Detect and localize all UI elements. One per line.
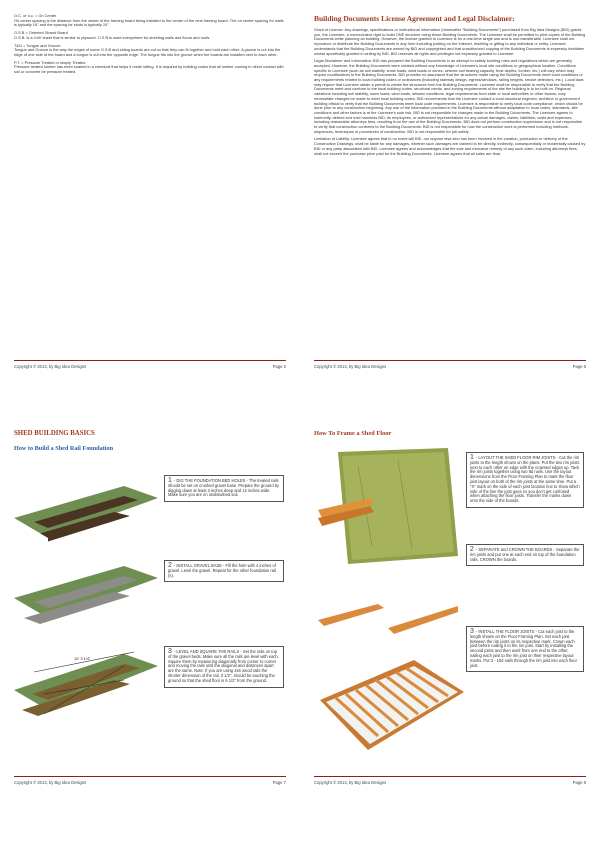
- footer-copyright: Copyright © 2013, by Big Idea Designs: [314, 364, 387, 369]
- rim-joist-illustration: [318, 446, 460, 566]
- glossary-paragraph: O.C. or o.c. = On Center On center spacing is the distance from the center of the framing board being installed to the center of the next framing board. The on center spacing for walls is typically 16" and the spacing for studs is typically 24": [14, 13, 284, 28]
- legal-paragraph: Limitation of Liability: Licensee agrees that in no event will BID, nor anyone else who has been involved in the creation, production or delivery of the Construction Drawings, shall be liable for any damages, whether such damages are claimed to be directly, indirectly, consequentially or incidentally caused by BID or any party associated with BID. Licensee agrees and acknowledges that the sole and exclusive remedy of any such claim, including attorneys fees, shall not exceed the purchase price paid for the Building Documents. Licensee agrees that all sales are final.: [314, 136, 586, 156]
- legal-paragraph: Grant of License: Any drawings, specifications or instructional information (hereinafter "Building Documents") purchased from Big Idea Designs (BID) grants you, the Licensee, a nonexclusive right to build ONE structure using these Building Documents. The Licensee shall be permitted to print copies of the Building Documents while planning an building. However, the license granted to Licensee is for a one-time single use and is non-transferable. Licensee shall not reproduce or distribute the Building Documents in any form including posting on the Internet, reselling or gifting to any individual or entity. Licensee understands that the Building Documents are owned by BID and copyrighted and that unauthorized copying of the Building Documents is expressly forbidden unless specifically granted in writing by BID. BID reserves all rights and privileges not expressly granted to Licensee.: [314, 27, 586, 56]
- step-2-text: - SEPARATE and CROWN THE BOARDS - Separate the rim joists and put one at each end on top of the foundation rails. CROWN the boards.: [470, 547, 580, 562]
- step-1-illustration: [14, 478, 158, 550]
- page-2: [14, 14, 286, 369]
- page-6: [314, 14, 586, 369]
- page-subtitle: How to Build a Shed Rail Foundation: [14, 445, 114, 452]
- dimension-label: 10' 3 1/4": [74, 656, 91, 661]
- glossary-paragraph: P.T. = Pressure Treated or simply Treated Pressure treated lumber has been soaked in a chemical that helps it resist rotting. It is required by building codes that all lumber coming in direct contact with soil or concrete be pressure treated.: [14, 59, 284, 75]
- step-2-illustration: [14, 558, 158, 630]
- page-footer: [14, 776, 286, 785]
- page-footer: [314, 360, 586, 369]
- separate-boards-illustration: [318, 570, 460, 650]
- step-3-callout: 3 - LEVEL AND SQUARE THE RAILS - Set the rails on top of the gravel beds. Make sure all the rails are level with each. Square them by measuring diagonally from corner to corner and moving the rails until the diagonal and distances apart are the same. Note: If you are using 4x6 wood rails the shorter dimension of the rail, 3 1/2", should be touching the ground so that the shed floor is 5 1/2" from the ground.: [164, 646, 284, 688]
- page-7: [14, 430, 286, 785]
- legal-paragraph: Legal Disclaimer and Information: BID has prepared the Building Documents in an attempt to satisfy building rules and regulations which are generally accepted. However, the Building Documents were created without any knowledge of Licensee's local site conditions or geographical location. Conditions specific to Licensee (such as soil stability, snow loads, wind loads or zones, seismic soil bearing capacity, frost depths, lumber, etc.) will vary which may require modifications to the Building Documents. BID provides no assurance that the structures made using the Building Documents meet local conditions or any requirements related to local building codes or ordinances (including stairway design, egress/windows, railing heights, smoke detectors, etc.). Local laws may require that Licensee obtain a permit to create the structures from the Building Documents. Licensee shall be responsible to verify that the Building Documents meet and conform to the local building codes, structural needs, and zoning requirements of the site the building is to be built on. Regional variations including soil stability, snow loads, wind loads, seismic conditions, legal requirements from state or local authorities or other factors, may necessitate changes be made to meet local building codes. BID recommends that the Licensee contact a local structural engineer, architect or government building official to verify that the Building Documents meet local code requirements. Licensee is responsible to verify local code compliance, which should be done prior to any construction beginning. Any use of the information provided in the Building Documents without adaptation to local codes, standards, site conditions and other factors is at the Licensee's sole risk. BID is not responsible for changes made to the Building Documents. The Licensee agrees to indemnify, defend and hold harmless BID, its employees, or authorized representatives for any actual damages, claims, liabilities, costs and expenses, including reasonable attorneys fees, resulting from the use of the Building Documents. BID does not perform construction supervision and is not responsible to verify that construction conforms to the Building Documents. BID is not responsible for how the construction work is performed including methods, sequences, techniques or procedures of construction. BID is not responsible for job safety.: [314, 58, 584, 134]
- footer-copyright: Copyright © 2013, by Big Idea Designs: [14, 364, 87, 369]
- footer-page-number: Page 8: [572, 780, 586, 785]
- page-title: How To Frame a Shed Floor: [314, 430, 392, 437]
- step-1-callout: 1 - DIG THE FOUNDATION BED HOLES - The treated rails should be set on crushed gravel base. Prepare the ground by digging down at least 3 inches deep and 12 inches wide. Make sure you are on undisturbed soil.: [164, 475, 284, 502]
- step-3-illustration: [14, 644, 158, 724]
- footer-copyright: Copyright © 2013, by Big Idea Designs: [314, 780, 387, 785]
- page-8: [314, 430, 586, 785]
- step-1-callout: 1 - LAYOUT THE SHED FLOOR RIM JOISTS - Cut the rim joists to the length shown on the plans. Put the two rim joists next to each other on edge with the crowned edges up. Tack the rim joists together using two 8d nails. Use the layout dimensions from the Floor Framing Plan to mark the floor joist layout on both of the rim joists at the same time. Put a "X" mark on the side of each joist location line to show which side of the line the joist goes so you don't get confused when attaching the floor joists. Transfer the marks down onto the side of the boards.: [466, 452, 584, 508]
- page-footer: [14, 360, 286, 369]
- step-1-text: - DIG THE FOUNDATION BED HOLES - The treated rails should be set on crushed gravel base. Prepare the ground by digging down at least 3 inches deep and 12 inches wide. Make sure you are on undisturbed soil.: [168, 478, 280, 498]
- step-1-text: - LAYOUT THE SHED FLOOR RIM JOISTS - Cut the rim joists to the length shown on the plans. Put the two rim joists next to each other on edge with the crowned edges up. Tack the rim joists together using two 8d nails. Use the layout dimensions from the Floor Framing Plan to mark the floor joist layout on both of the rim joists at the same time. Put a "X" mark on the side of each joist location line to show which side of the line the joist goes so you don't get confused when attaching the floor joists. Transfer the marks down onto the side of the boards.: [470, 455, 580, 504]
- floor-joists-illustration: [318, 652, 466, 756]
- page-title: Building Documents License Agreement and Legal Disclaimer:: [314, 14, 515, 23]
- glossary-text: [14, 14, 286, 75]
- footer-copyright: Copyright © 2013, by Big Idea Designs: [14, 780, 87, 785]
- page-title: SHED BUILDING BASICS: [14, 430, 95, 437]
- footer-page-number: Page 6: [572, 364, 586, 369]
- step-2-callout: 2 - SEPARATE and CROWN THE BOARDS - Separate the rim joists and put one at each end on top of the foundation rails. CROWN the boards.: [466, 544, 584, 566]
- glossary-paragraph: O.S.B = Oriented Strand Board O.S.B. is a 4'x8' sheet that is similar to plywood. O.S.B is used everywhere for sheeting walls and floors and roofs.: [14, 30, 211, 40]
- step-3-callout: 3 - INSTALL THE FLOOR JOISTS - Cut each joist to the length shown on the Floor Framing Plan. Set each joist between the rim joists on its respective mark. Crown each joist before nailing it to the rim joist. Start by installing the second joists and then work from one end to the other, nailing each joist to the rim joist on their respective layout marks. Put 3 - 10d nails through the rim joist into each floor joist.: [466, 626, 584, 672]
- legal-text: [314, 28, 586, 156]
- page-footer: [314, 776, 586, 785]
- footer-page-number: Page 2: [272, 364, 286, 369]
- glossary-paragraph: T&G = Tongue and Groove Tongue and Groove is the way the edges of some O.S.B and siding boards are cut so that they can fit together and hold each other. A groove is cut into the edge of one side of the board and a tongue is cut into the opposite edge. The tongue fits into the groove when the boards are installed next to each other.: [14, 42, 281, 57]
- footer-page-number: Page 7: [272, 780, 286, 785]
- step-2-text: - INSTALL GRAVEL BASE - Fill the hole with 4 inches of gravel. Level the gravel. Repeat for the other foundation rail (s).: [168, 563, 276, 578]
- step-3-text: - INSTALL THE FLOOR JOISTS - Cut each joist to the length shown on the Floor Framing Plan. Set each joist between the rim joists on its respective mark. Crown each joist before nailing it to the rim joist. Start by installing the second joists and then work from one end to the other, nailing each joist to the rim joist on their respective layout marks. Put 3 - 10d nails through the rim joist into each floor joist.: [470, 629, 577, 668]
- step-2-callout: 2 - INSTALL GRAVEL BASE - Fill the hole with 4 inches of gravel. Level the gravel. Repeat for the other foundation rail (s).: [164, 560, 284, 582]
- step-3-text: - LEVEL AND SQUARE THE RAILS - Set the rails on top of the gravel beds. Make sure all the rails are level with each. Square them by measuring diagonally from corner to corner and moving the rails until the diagonal and distances apart are the same. Note: If you are using 4x6 wood rails the shorter dimension of the rail, 3 1/2", should be touching the ground so that the shed floor is 5 1/2" from the ground.: [168, 649, 279, 683]
